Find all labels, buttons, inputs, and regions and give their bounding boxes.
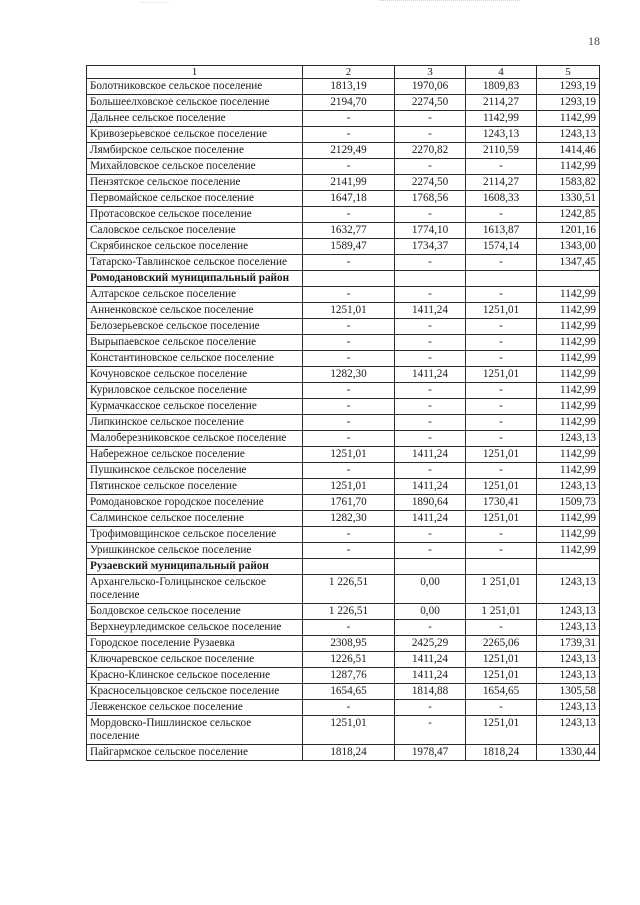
settlement-name: Скрябинское сельское поселение [87,239,303,255]
value-cell: 1411,24 [395,511,466,527]
table-row [87,175,600,191]
column-header: 2 [303,66,395,79]
value-cell: - [466,527,537,543]
value-cell: 1251,01 [466,668,537,684]
value-cell: 0,00 [395,575,466,604]
value-cell: 1251,01 [303,716,395,745]
table-row [87,79,600,95]
settlement-name: Верхнеурледимское сельское поселение [87,620,303,636]
value-cell: - [466,620,537,636]
value-cell: 1243,13 [537,620,600,636]
value-cell: - [303,207,395,223]
scan-artifact [140,2,170,7]
settlement-name: Красносельцовское сельское поселение [87,684,303,700]
value-cell: 1251,01 [466,511,537,527]
value-cell: - [395,399,466,415]
value-cell: - [303,351,395,367]
value-cell: 1589,47 [303,239,395,255]
value-cell: 1243,13 [466,127,537,143]
value-cell: 1243,13 [537,431,600,447]
value-cell: - [395,319,466,335]
value-cell: - [395,463,466,479]
settlement-name: Алтарское сельское поселение [87,287,303,303]
table-row [87,399,600,415]
settlement-name: Трофимовщинское сельское поселение [87,527,303,543]
column-header: 4 [466,66,537,79]
value-cell: 1654,65 [466,684,537,700]
district-name: Рузаевский муниципальный район [87,559,303,575]
value-cell: 1347,45 [537,255,600,271]
value-cell: - [466,383,537,399]
value-cell: - [303,431,395,447]
value-cell: 1330,44 [537,745,600,761]
table-body [87,79,600,761]
value-cell: - [395,351,466,367]
settlement-name: Михайловское сельское поселение [87,159,303,175]
value-cell: - [466,287,537,303]
settlement-name: Кочуновское сельское поселение [87,367,303,383]
settlement-name: Кривозерьевское сельское поселение [87,127,303,143]
table-row [87,351,600,367]
value-cell: 1282,30 [303,367,395,383]
value-cell: 1411,24 [395,367,466,383]
value-cell: 1809,83 [466,79,537,95]
value-cell: - [395,255,466,271]
value-cell: 1142,99 [537,351,600,367]
settlement-name: Анненковское сельское поселение [87,303,303,319]
value-cell: 1818,24 [303,745,395,761]
value-cell: - [303,620,395,636]
value-cell [466,271,537,287]
value-cell: 1243,13 [537,700,600,716]
table-row [87,716,600,745]
value-cell: 1613,87 [466,223,537,239]
value-cell: 1978,47 [395,745,466,761]
value-cell: 1761,70 [303,495,395,511]
value-cell: - [395,700,466,716]
value-cell: 1142,99 [537,383,600,399]
table-row [87,287,600,303]
value-cell: 1243,13 [537,668,600,684]
settlement-name: Дальнее сельское поселение [87,111,303,127]
value-cell: 1142,99 [537,463,600,479]
settlement-name: Мордовско-Пишлинское сельское поселение [87,716,303,745]
settlement-name: Малоберезниковское сельское поселение [87,431,303,447]
value-cell: 1242,85 [537,207,600,223]
table-row [87,495,600,511]
settlement-name: Курмачкасское сельское поселение [87,399,303,415]
settlement-name: Болдовское сельское поселение [87,604,303,620]
table-row [87,527,600,543]
value-cell: - [303,335,395,351]
table-row [87,604,600,620]
value-cell [303,271,395,287]
settlement-name: Красно-Клинское сельское поселение [87,668,303,684]
value-cell: 1813,19 [303,79,395,95]
settlement-name: Большеелховское сельское поселение [87,95,303,111]
value-cell: 1251,01 [466,447,537,463]
settlement-name: Белозерьевское сельское поселение [87,319,303,335]
value-cell: 1251,01 [466,479,537,495]
value-cell: - [466,399,537,415]
value-cell: 1201,16 [537,223,600,239]
table-row [87,383,600,399]
table-row [87,255,600,271]
value-cell: 2194,70 [303,95,395,111]
value-cell: - [466,335,537,351]
table-row [87,335,600,351]
value-cell: - [466,351,537,367]
value-cell: 1411,24 [395,479,466,495]
value-cell: 1293,19 [537,79,600,95]
table-row [87,415,600,431]
value-cell: 1251,01 [303,447,395,463]
table-row [87,447,600,463]
value-cell: - [395,415,466,431]
table-row [87,575,600,604]
value-cell: 2308,95 [303,636,395,652]
table-row [87,463,600,479]
settlement-name: Архангельско-Голицынское сельское поселение [87,575,303,604]
settlement-name: Уришкинское сельское поселение [87,543,303,559]
table-row [87,143,600,159]
value-cell: 2274,50 [395,175,466,191]
table-row [87,431,600,447]
district-section-row [87,271,600,287]
value-cell: - [395,335,466,351]
value-cell: - [395,620,466,636]
settlement-name: Пензятское сельское поселение [87,175,303,191]
value-cell: - [395,383,466,399]
settlement-name: Городское поселение Рузаевка [87,636,303,652]
table-row [87,191,600,207]
value-cell: - [395,159,466,175]
value-cell: - [466,255,537,271]
value-cell: 2110,59 [466,143,537,159]
value-cell [303,559,395,575]
value-cell: 1 251,01 [466,575,537,604]
value-cell: 1970,06 [395,79,466,95]
value-cell: 1243,13 [537,575,600,604]
value-cell: 1243,13 [537,479,600,495]
table-row [87,95,600,111]
value-cell: 1 226,51 [303,604,395,620]
settlement-name: Куриловское сельское поселение [87,383,303,399]
value-cell: - [303,463,395,479]
table-row [87,684,600,700]
settlement-name: Набережное сельское поселение [87,447,303,463]
value-cell [395,271,466,287]
tariff-table [86,65,600,761]
settlement-name: Пайгармское сельское поселение [87,745,303,761]
value-cell: 2270,82 [395,143,466,159]
value-cell: - [395,527,466,543]
value-cell: 1654,65 [303,684,395,700]
table-row [87,207,600,223]
value-cell: - [303,399,395,415]
value-cell: - [303,255,395,271]
district-section-row [87,559,600,575]
table-row [87,303,600,319]
value-cell: - [466,543,537,559]
value-cell: 2274,50 [395,95,466,111]
column-header: 5 [537,66,600,79]
table-row [87,700,600,716]
table-row [87,620,600,636]
value-cell: 1142,99 [537,287,600,303]
settlement-name: Первомайское сельское поселение [87,191,303,207]
value-cell: - [395,287,466,303]
value-cell: - [303,287,395,303]
value-cell: 1509,73 [537,495,600,511]
value-cell: - [303,543,395,559]
value-cell: 1142,99 [537,303,600,319]
column-header: 3 [395,66,466,79]
value-cell: - [303,700,395,716]
table-row [87,745,600,761]
value-cell: - [466,700,537,716]
value-cell: - [303,527,395,543]
settlement-name: Вырыпаевское сельское поселение [87,335,303,351]
table-row [87,127,600,143]
page-number: 18 [588,34,600,48]
value-cell: 1251,01 [466,652,537,668]
value-cell: 1226,51 [303,652,395,668]
value-cell: 1142,99 [466,111,537,127]
value-cell: 1243,13 [537,652,600,668]
value-cell: - [466,415,537,431]
value-cell: 1411,24 [395,652,466,668]
table-row [87,239,600,255]
value-cell: 1818,24 [466,745,537,761]
settlement-name: Левженское сельское поселение [87,700,303,716]
value-cell: 1411,24 [395,668,466,684]
value-cell: - [303,319,395,335]
value-cell: - [395,127,466,143]
value-cell: 2129,49 [303,143,395,159]
settlement-name: Татарско-Тавлинское сельское поселение [87,255,303,271]
value-cell: 1293,19 [537,95,600,111]
value-cell: 1774,10 [395,223,466,239]
value-cell: 2265,06 [466,636,537,652]
value-cell: 1251,01 [303,479,395,495]
value-cell [395,559,466,575]
value-cell: 1142,99 [537,111,600,127]
value-cell: - [395,207,466,223]
value-cell: 1647,18 [303,191,395,207]
table-row [87,367,600,383]
settlement-name: Протасовское сельское поселение [87,207,303,223]
value-cell: 1243,13 [537,716,600,745]
value-cell [537,271,600,287]
value-cell: 1142,99 [537,447,600,463]
value-cell: - [395,431,466,447]
district-name: Ромодановский муниципальный район [87,271,303,287]
value-cell: 1343,00 [537,239,600,255]
value-cell: 2114,27 [466,95,537,111]
column-header: 1 [87,66,303,79]
settlement-name: Салминское сельское поселение [87,511,303,527]
settlement-name: Пятинское сельское поселение [87,479,303,495]
value-cell: - [466,207,537,223]
table-row [87,652,600,668]
settlement-name: Ромодановское городское поселение [87,495,303,511]
value-cell: 1768,56 [395,191,466,207]
value-cell: 1142,99 [537,367,600,383]
value-cell: 1632,77 [303,223,395,239]
settlement-name: Саловское сельское поселение [87,223,303,239]
value-cell: 1251,01 [466,367,537,383]
value-cell: 1282,30 [303,511,395,527]
value-cell: 1608,33 [466,191,537,207]
settlement-name: Пушкинское сельское поселение [87,463,303,479]
value-cell: 1243,13 [537,604,600,620]
value-cell: - [466,319,537,335]
value-cell: 1583,82 [537,175,600,191]
value-cell: 1305,58 [537,684,600,700]
value-cell: - [303,159,395,175]
value-cell: 1287,76 [303,668,395,684]
value-cell: 2425,29 [395,636,466,652]
value-cell: 2114,27 [466,175,537,191]
table-row [87,668,600,684]
settlement-name: Лямбирское сельское поселение [87,143,303,159]
value-cell: - [395,543,466,559]
value-cell [466,559,537,575]
value-cell: 1739,31 [537,636,600,652]
settlement-name: Ключаревское сельское поселение [87,652,303,668]
value-cell: 1142,99 [537,335,600,351]
table-row [87,319,600,335]
table-row [87,511,600,527]
value-cell: 1414,46 [537,143,600,159]
value-cell: 1814,88 [395,684,466,700]
value-cell: - [466,431,537,447]
settlement-name: Липкинское сельское поселение [87,415,303,431]
value-cell: 1330,51 [537,191,600,207]
value-cell: - [303,111,395,127]
value-cell: 1251,01 [466,716,537,745]
value-cell: 2141,99 [303,175,395,191]
value-cell [537,559,600,575]
value-cell: - [466,159,537,175]
table-row [87,111,600,127]
value-cell: 1142,99 [537,511,600,527]
value-cell: 1142,99 [537,543,600,559]
value-cell: 1142,99 [537,319,600,335]
value-cell: - [303,127,395,143]
value-cell: 1734,37 [395,239,466,255]
value-cell: 1 251,01 [466,604,537,620]
value-cell: 1142,99 [537,527,600,543]
value-cell: 1142,99 [537,159,600,175]
value-cell: 1411,24 [395,303,466,319]
value-cell: 1730,41 [466,495,537,511]
value-cell: - [466,463,537,479]
value-cell: - [303,415,395,431]
value-cell: - [395,716,466,745]
table-row [87,543,600,559]
value-cell: 1890,64 [395,495,466,511]
table-row [87,479,600,495]
settlement-name: Болотниковское сельское поселение [87,79,303,95]
value-cell: - [303,383,395,399]
value-cell: 1251,01 [303,303,395,319]
value-cell: 1 226,51 [303,575,395,604]
settlement-name: Константиновское сельское поселение [87,351,303,367]
value-cell: 1243,13 [537,127,600,143]
table-header-row [87,66,600,79]
value-cell: 1411,24 [395,447,466,463]
value-cell: 1574,14 [466,239,537,255]
value-cell: 1142,99 [537,399,600,415]
scan-artifact [380,0,520,7]
table-row [87,159,600,175]
value-cell: 1142,99 [537,415,600,431]
value-cell: 0,00 [395,604,466,620]
value-cell: - [395,111,466,127]
table-row [87,223,600,239]
table-row [87,636,600,652]
value-cell: 1251,01 [466,303,537,319]
